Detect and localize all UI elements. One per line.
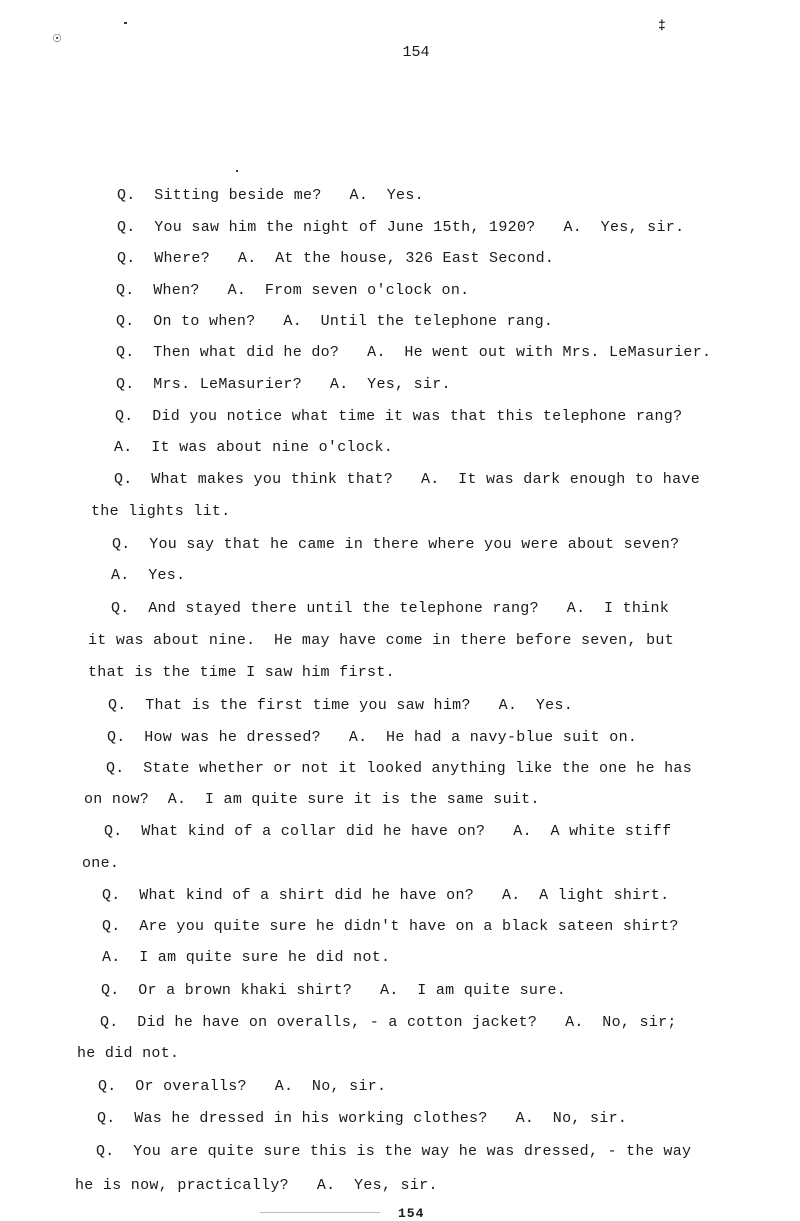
transcript-line: that is the time I saw him first. bbox=[88, 664, 395, 681]
transcript-line: he is now, practically? A. Yes, sir. bbox=[75, 1177, 438, 1194]
transcript-line: Q. Where? A. At the house, 326 East Second. bbox=[117, 250, 555, 267]
ink-smudge bbox=[260, 1212, 380, 1213]
transcript-line: Q. What kind of a collar did he have on? A. A white stiff bbox=[104, 823, 672, 840]
transcript-line: on now? A. I am quite sure it is the same suit. bbox=[84, 791, 540, 808]
transcript-line: Q. That is the first time you saw him? A. Yes. bbox=[108, 697, 574, 714]
page-number-bottom: 154 bbox=[398, 1206, 425, 1221]
margin-mark-left: ☉ bbox=[53, 31, 62, 47]
transcript-line: Q. Was he dressed in his working clothes? A. No, sir. bbox=[97, 1110, 628, 1127]
transcript-line: the lights lit. bbox=[91, 503, 231, 520]
ink-speck bbox=[236, 170, 238, 172]
transcript-line: Q. You saw him the night of June 15th, 1920? A. Yes, sir. bbox=[117, 219, 685, 236]
transcript-line: Q. Are you quite sure he didn't have on a black sateen shirt? bbox=[102, 918, 679, 935]
transcript-line: Q. Then what did he do? A. He went out with Mrs. LeMasurier. bbox=[116, 344, 712, 361]
transcript-line: A. I am quite sure he did not. bbox=[102, 949, 391, 966]
transcript-line: Q. When? A. From seven o'clock on. bbox=[116, 282, 470, 299]
transcript-line: Q. On to when? A. Until the telephone rang. bbox=[116, 313, 554, 330]
transcript-line: A. Yes. bbox=[111, 567, 186, 584]
transcript-line: Q. Did you notice what time it was that this telephone rang? bbox=[115, 408, 683, 425]
ink-speck bbox=[124, 22, 127, 24]
transcript-line: Q. What makes you think that? A. It was dark enough to have bbox=[114, 471, 700, 488]
transcript-line: Q. Did he have on overalls, - a cotton jacket? A. No, sir; bbox=[100, 1014, 677, 1031]
transcript-line: Q. Or overalls? A. No, sir. bbox=[98, 1078, 387, 1095]
transcript-line: it was about nine. He may have come in there before seven, but bbox=[88, 632, 674, 649]
transcript-line: one. bbox=[82, 855, 120, 872]
page-number-top: 154 bbox=[402, 44, 430, 61]
transcript-line: Q. You say that he came in there where you were about seven? bbox=[112, 536, 680, 553]
transcript-line: Q. And stayed there until the telephone rang? A. I think bbox=[111, 600, 670, 617]
transcript-line: he did not. bbox=[77, 1045, 180, 1062]
transcript-line: A. It was about nine o'clock. bbox=[114, 439, 394, 456]
transcript-line: Q. What kind of a shirt did he have on? A. A light shirt. bbox=[102, 887, 670, 904]
transcript-line: Q. How was he dressed? A. He had a navy-blue suit on. bbox=[107, 729, 638, 746]
transcript-line: Q. You are quite sure this is the way he was dressed, - the way bbox=[96, 1143, 692, 1160]
transcript-line: Q. State whether or not it looked anything like the one he has bbox=[106, 760, 692, 777]
transcript-line: Q. Mrs. LeMasurier? A. Yes, sir. bbox=[116, 376, 451, 393]
margin-mark-right: ‡ bbox=[658, 18, 666, 33]
transcript-line: Q. Or a brown khaki shirt? A. I am quite sure. bbox=[101, 982, 567, 999]
transcript-line: Q. Sitting beside me? A. Yes. bbox=[117, 187, 424, 204]
